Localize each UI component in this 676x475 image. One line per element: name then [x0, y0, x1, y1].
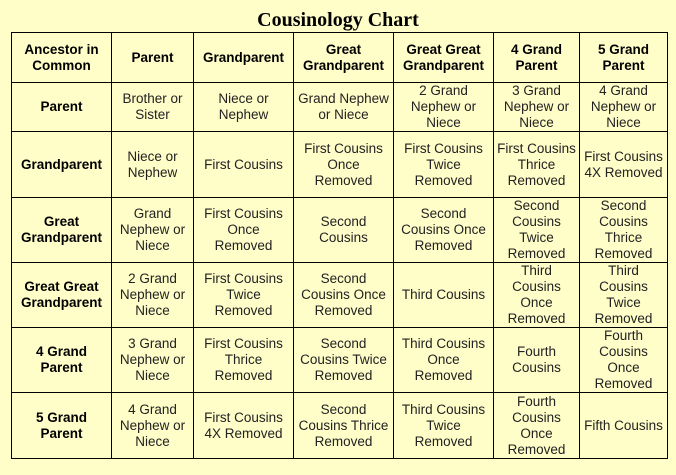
relationship-cell: Fourth Cousins Once Removed [580, 328, 668, 393]
relationship-cell: 2 Grand Nephew or Niece [112, 263, 194, 328]
relationship-cell: Niece or Nephew [112, 132, 194, 198]
relationship-cell: First Cousins Thrice Removed [194, 328, 294, 393]
table-row [12, 263, 668, 328]
relationship-cell: Niece or Nephew [194, 83, 294, 132]
relationship-cell: Second Cousins Twice Removed [494, 198, 580, 263]
relationship-cell: Third Cousins Once Removed [494, 263, 580, 328]
relationship-cell: Grand Nephew or Niece [294, 83, 394, 132]
relationship-cell: First Cousins 4X Removed [194, 393, 294, 459]
relationship-cell: Second Cousins Thrice Removed [580, 198, 668, 263]
relationship-cell: 3 Grand Nephew or Niece [494, 83, 580, 132]
corner-header: Ancestor in Common [12, 33, 112, 83]
relationship-cell: 4 Grand Nephew or Niece [112, 393, 194, 459]
relationship-cell: First Cousins Once Removed [294, 132, 394, 198]
row-header: Grandparent [12, 132, 112, 198]
table-row [12, 198, 668, 263]
relationship-cell: First Cousins [194, 132, 294, 198]
row-header: 4 Grand Parent [12, 328, 112, 393]
relationship-cell: First Cousins Twice Removed [394, 132, 494, 198]
table-row [12, 328, 668, 393]
column-header: Grandparent [194, 33, 294, 83]
relationship-cell: 4 Grand Nephew or Niece [580, 83, 668, 132]
relationship-cell: Second Cousins Twice Removed [294, 328, 394, 393]
column-header: Great Great Grandparent [394, 33, 494, 83]
table-row [12, 83, 668, 132]
table-row [12, 393, 668, 459]
relationship-cell: Second Cousins Once Removed [394, 198, 494, 263]
table-row [12, 132, 668, 198]
relationship-cell: Second Cousins Thrice Removed [294, 393, 394, 459]
relationship-cell: Brother or Sister [112, 83, 194, 132]
relationship-cell: 2 Grand Nephew or Niece [394, 83, 494, 132]
relationship-cell: First Cousins Thrice Removed [494, 132, 580, 198]
relationship-cell: 3 Grand Nephew or Niece [112, 328, 194, 393]
relationship-cell: Third Cousins Twice Removed [394, 393, 494, 459]
row-header: Parent [12, 83, 112, 132]
relationship-cell: Third Cousins Once Removed [394, 328, 494, 393]
row-header: 5 Grand Parent [12, 393, 112, 459]
relationship-cell: First Cousins 4X Removed [580, 132, 668, 198]
column-header: 5 Grand Parent [580, 33, 668, 83]
cousin-relationship-table [11, 32, 668, 459]
relationship-cell: Grand Nephew or Niece [112, 198, 194, 263]
column-header: 4 Grand Parent [494, 33, 580, 83]
relationship-cell: First Cousins Once Removed [194, 198, 294, 263]
row-header: Great Grandparent [12, 198, 112, 263]
relationship-cell: First Cousins Twice Removed [194, 263, 294, 328]
relationship-cell: Third Cousins Twice Removed [580, 263, 668, 328]
column-header: Parent [112, 33, 194, 83]
relationship-cell: Fourth Cousins Once Removed [494, 393, 580, 459]
relationship-cell: Second Cousins [294, 198, 394, 263]
relationship-cell: Second Cousins Once Removed [294, 263, 394, 328]
table-header-row [12, 33, 668, 83]
row-header: Great Great Grandparent [12, 263, 112, 328]
relationship-cell: Fourth Cousins [494, 328, 580, 393]
page-title: Cousinology Chart [257, 9, 419, 31]
relationship-cell: Fifth Cousins [580, 393, 668, 459]
column-header: Great Grandparent [294, 33, 394, 83]
relationship-cell: Third Cousins [394, 263, 494, 328]
